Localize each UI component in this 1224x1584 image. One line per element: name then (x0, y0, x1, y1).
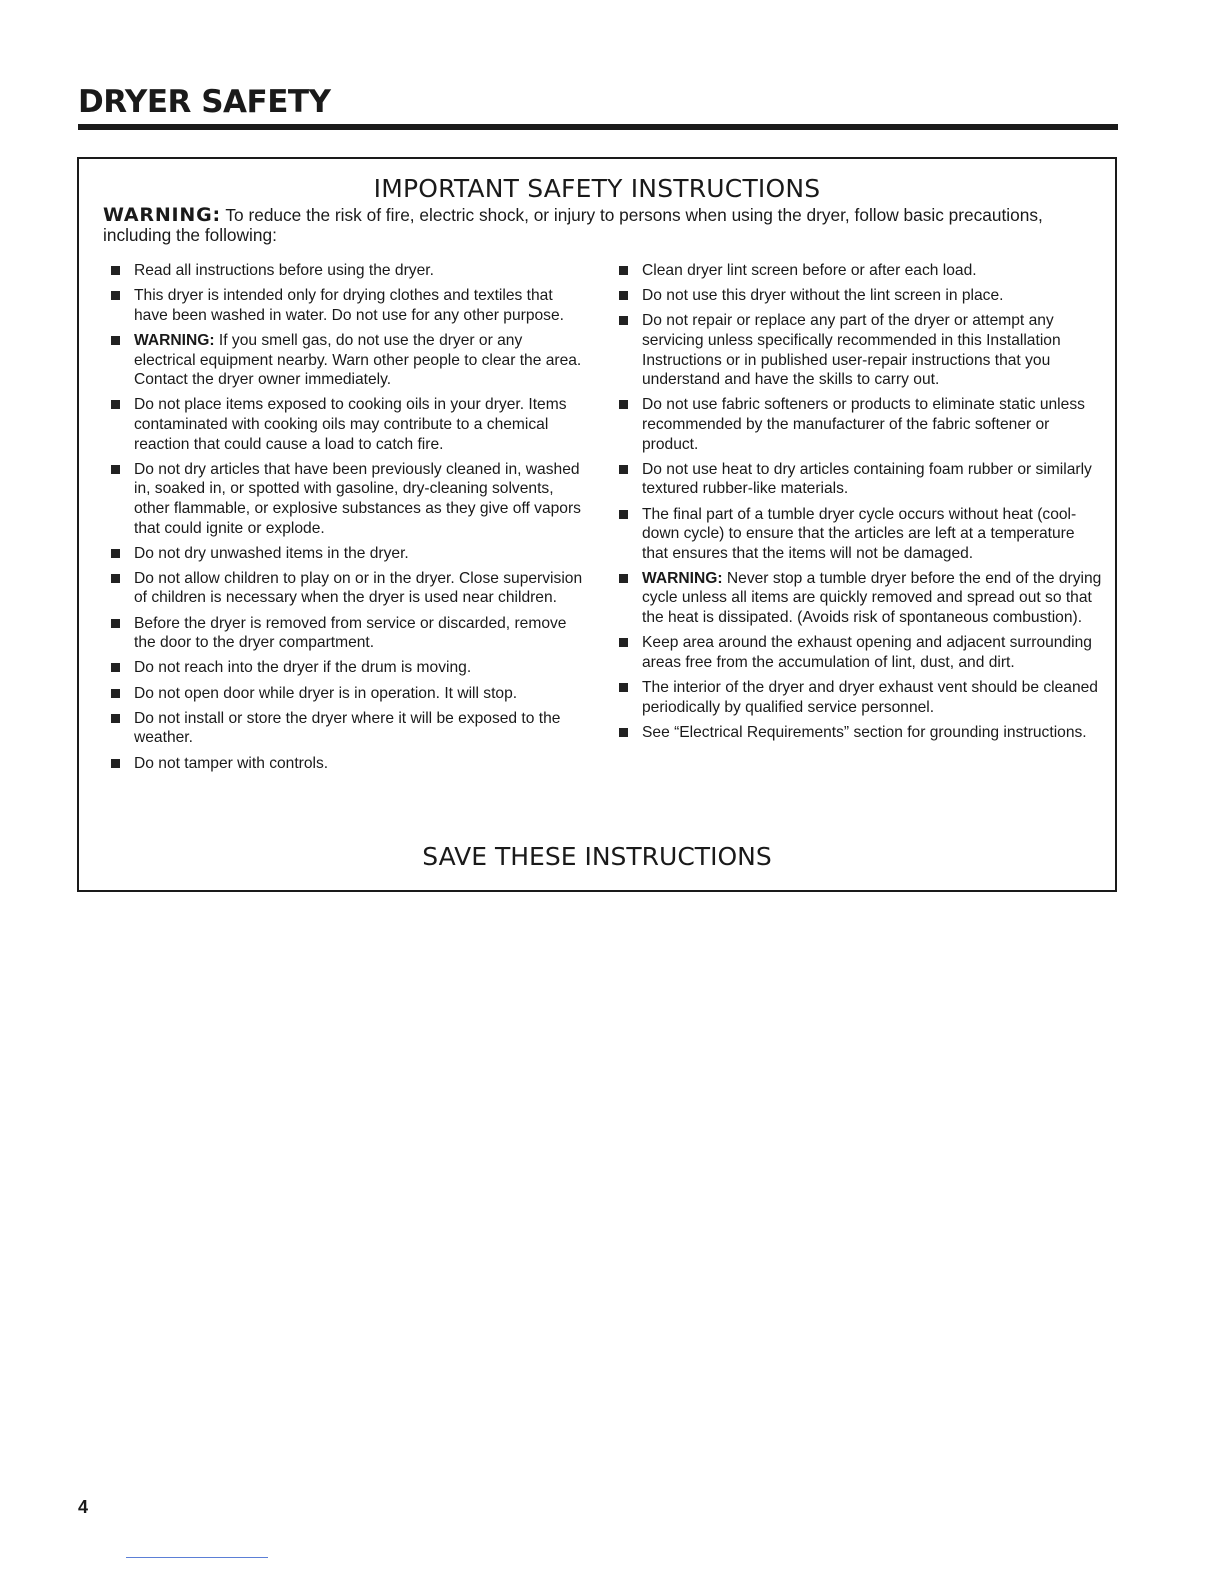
safety-instructions-box (77, 157, 1117, 892)
list-item-text: Do not tamper with controls. (134, 754, 329, 772)
list-item-text: Do not dry unwashed items in the dryer. (134, 544, 409, 562)
list-item (614, 395, 1104, 454)
square-bullet-icon (619, 400, 628, 409)
square-bullet-icon (619, 291, 628, 300)
list-item (614, 261, 1104, 281)
square-bullet-icon (111, 663, 120, 672)
square-bullet-icon (619, 465, 628, 474)
list-item-text: Do not reach into the dryer if the drum is moving. (134, 659, 472, 677)
list-item (106, 460, 586, 538)
list-item (106, 261, 586, 281)
list-item (106, 658, 586, 678)
list-item-text: Keep area around the exhaust opening and adjacent surrounding areas free from the accumulation of lint, dust, and dirt. (642, 634, 1092, 671)
list-item-text: If you smell gas, do not use the dryer or any electrical equipment nearby. Warn other people to clear the area. Contact the dryer owner immediately. (134, 331, 582, 389)
list-item-text: Clean dryer lint screen before or after each load. (642, 262, 977, 279)
list-item (106, 395, 586, 454)
square-bullet-icon (111, 759, 120, 768)
list-item-text: Do not use this dryer without the lint screen in place. (642, 287, 1004, 305)
square-bullet-icon (619, 316, 628, 325)
title-rule (78, 124, 1118, 130)
footer-link-underline (126, 1557, 268, 1558)
list-item (106, 569, 586, 608)
list-item-text: Read all instructions before using the dryer. (134, 262, 434, 279)
list-item-text: The interior of the dryer and dryer exhaust vent should be cleaned periodically by qualified service personnel. (642, 679, 1098, 716)
square-bullet-icon (111, 549, 120, 558)
list-item-text: Never stop a tumble dryer before the end of the drying cycle unless all items are quickly removed and spread out so that the heat is dissipated. (Avoids risk of spontaneous combustion). (642, 569, 1102, 627)
square-bullet-icon (111, 574, 120, 583)
square-bullet-icon (619, 510, 628, 519)
list-item-text: Before the dryer is removed from service or discarded, remove the door to the dryer compartment. (134, 614, 567, 652)
page-title: DRYER SAFETY (78, 84, 331, 120)
inline-warning-label: WARNING: (134, 331, 215, 349)
page-number: 4 (78, 1497, 89, 1517)
list-item-text: Do not repair or replace any part of the dryer or attempt any servicing unless specifically recommended in this Installation Instructions or in published user-repair instructions that you understand and have the skills to carry out. (642, 312, 1061, 389)
list-item (614, 505, 1104, 564)
square-bullet-icon (111, 291, 120, 300)
list-item (106, 286, 586, 325)
list-item (614, 311, 1104, 389)
list-item-text: Do not install or store the dryer where it will be exposed to the weather. (134, 709, 561, 747)
list-item (106, 709, 586, 748)
list-item (106, 754, 586, 774)
square-bullet-icon (619, 683, 628, 692)
box-heading: IMPORTANT SAFETY INSTRUCTIONS (373, 174, 821, 203)
list-item-text: Do not use fabric softeners or products to eliminate static unless recommended by the manufacturer of the fabric softener or product. (642, 396, 1085, 453)
save-instructions-heading: SAVE THESE INSTRUCTIONS (422, 842, 772, 871)
square-bullet-icon (111, 714, 120, 723)
list-item (106, 684, 586, 704)
square-bullet-icon (111, 689, 120, 698)
square-bullet-icon (619, 266, 628, 275)
square-bullet-icon (619, 574, 628, 583)
list-item-text: Do not place items exposed to cooking oils in your dryer. Items contaminated with cooking oils may contribute to a chemical reaction that could cause a load to catch fire. (134, 396, 567, 453)
warning-intro (103, 205, 1103, 245)
square-bullet-icon (111, 619, 120, 628)
inline-warning-label: WARNING: (642, 569, 723, 587)
list-item (614, 633, 1104, 672)
square-bullet-icon (111, 336, 120, 345)
list-item (614, 723, 1104, 743)
square-bullet-icon (111, 266, 120, 275)
list-item (614, 286, 1104, 306)
list-item (106, 614, 586, 653)
list-item-text: The final part of a tumble dryer cycle occurs without heat (cool-down cycle) to ensure that the articles are left at a temperature that ensures that the items will not be damaged. (642, 505, 1077, 562)
list-item-text: Do not use heat to dry articles containing foam rubber or similarly textured rubber-like materials. (642, 460, 1092, 498)
right-instruction-list (614, 261, 1104, 748)
left-instruction-list (106, 261, 586, 779)
square-bullet-icon (619, 728, 628, 737)
square-bullet-icon (619, 638, 628, 647)
list-item (106, 544, 586, 564)
list-item-text: Do not allow children to play on or in the dryer. Close supervision of children is necessary when the dryer is used near children. (134, 569, 583, 607)
warning-label: WARNING: (103, 204, 221, 226)
list-item-text: Do not dry articles that have been previously cleaned in, washed in, soaked in, or spotted with gasoline, dry-cleaning solvents, other flammable, or explosive substances as they give off vapors that could ignite or explode. (134, 460, 581, 537)
square-bullet-icon (111, 400, 120, 409)
square-bullet-icon (111, 465, 120, 474)
list-item (106, 331, 586, 390)
list-item (614, 460, 1104, 499)
list-item (614, 678, 1104, 717)
list-item-text: This dryer is intended only for drying clothes and textiles that have been washed in water. Do not use for any other purpose. (134, 287, 564, 324)
list-item (614, 569, 1104, 628)
list-item-text: See “Electrical Requirements” section for grounding instructions. (642, 723, 1087, 741)
warning-text: To reduce the risk of fire, electric shock, or injury to persons when using the dryer, follow basic precautions, including the following: (103, 205, 1043, 245)
list-item-text: Do not open door while dryer is in operation. It will stop. (134, 684, 518, 702)
